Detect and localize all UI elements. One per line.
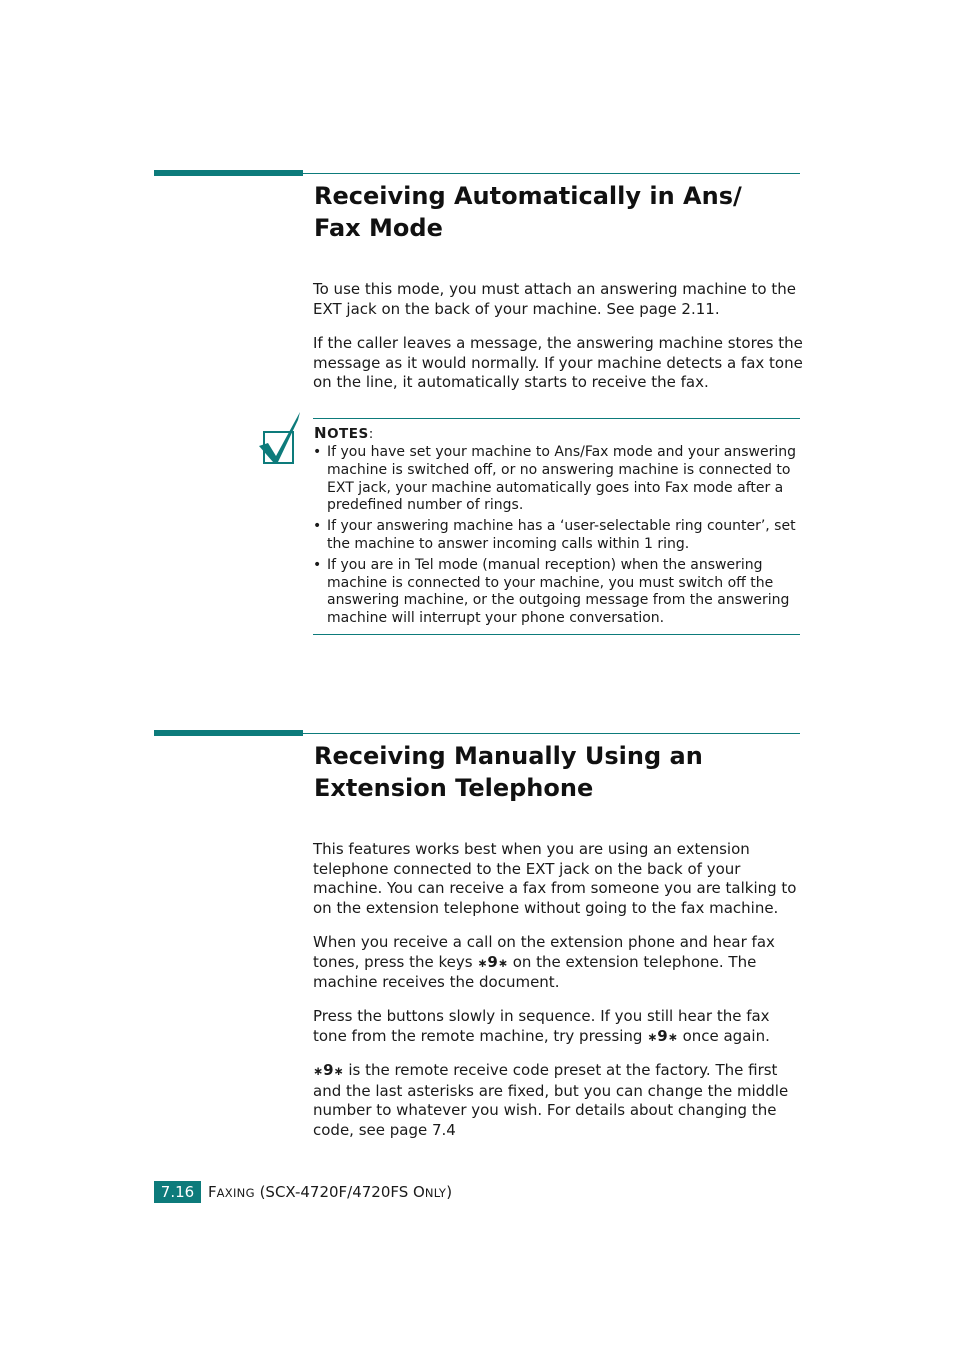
- section-heading: [314, 740, 794, 804]
- section-heading: [314, 180, 794, 244]
- checkmark-note-icon: [256, 410, 304, 466]
- notes-top-rule: [313, 418, 800, 419]
- heading-line: Receiving Automatically in Ans/: [314, 182, 742, 210]
- notes-bottom-rule: [313, 634, 800, 635]
- section-rule-line: [303, 733, 800, 734]
- page-number: 7.16: [154, 1181, 201, 1203]
- section-rule-line: [303, 173, 800, 174]
- notes-list: [313, 444, 800, 631]
- star-nine-star-key: ∗9∗: [647, 1026, 678, 1045]
- heading-line: Fax Mode: [314, 214, 443, 242]
- heading-line: Receiving Manually Using an: [314, 742, 703, 770]
- heading-line: Extension Telephone: [314, 774, 594, 802]
- paragraph: This features works best when you are using an extension telephone connected to the EXT jack on the back of your machine. You can receive a fax from someone you are talking to on the extension telephone without going to the fax machine.: [313, 840, 797, 917]
- star-nine-star-key: ∗9∗: [477, 952, 508, 971]
- paragraph: ∗9∗ is the remote receive code preset at the factory. The first and the last asterisks are fixed, but you can change the middle number to whatever you wish. For details about changing the code, see page 7.4: [313, 1061, 789, 1139]
- section-rule-bar: [154, 170, 303, 176]
- paragraph: If the caller leaves a message, the answering machine stores the message as it would normally. If your machine detects a fax tone on the line, it automatically starts to receive the fax.: [313, 334, 803, 391]
- paragraph: To use this mode, you must attach an answering machine to the EXT jack on the back of your machine. See page 2.11.: [313, 280, 796, 318]
- list-item: • If your answering machine has a ‘user-selectable ring counter’, set the machine to answer incoming calls within 1 ring.: [313, 518, 800, 554]
- star-nine-star-key: ∗9∗: [313, 1061, 344, 1079]
- list-item: • If you have set your machine to Ans/Fax mode and your answering machine is switched off, or no answering machine is connected to EXT jack, your machine automatically goes into Fax mode after a predefined number of rings.: [313, 444, 800, 515]
- paragraph: When you receive a call on the extension phone and hear fax tones, press the keys ∗9∗ on the extension telephone. The machine receives the document.: [313, 933, 775, 991]
- list-item: • If you are in Tel mode (manual reception) when the answering machine is connected to your machine, you must switch off the answering machine, or the outgoing message from the answering machine will interrupt your phone conversation.: [313, 557, 800, 628]
- notes-title: NOTES:: [314, 424, 374, 442]
- section-rule-bar: [154, 730, 303, 736]
- paragraph: Press the buttons slowly in sequence. If you still hear the fax tone from the remote machine, try pressing ∗9∗ once again.: [313, 1007, 770, 1045]
- chapter-title: FAXING (SCX-4720F/4720FS ONLY): [208, 1183, 453, 1201]
